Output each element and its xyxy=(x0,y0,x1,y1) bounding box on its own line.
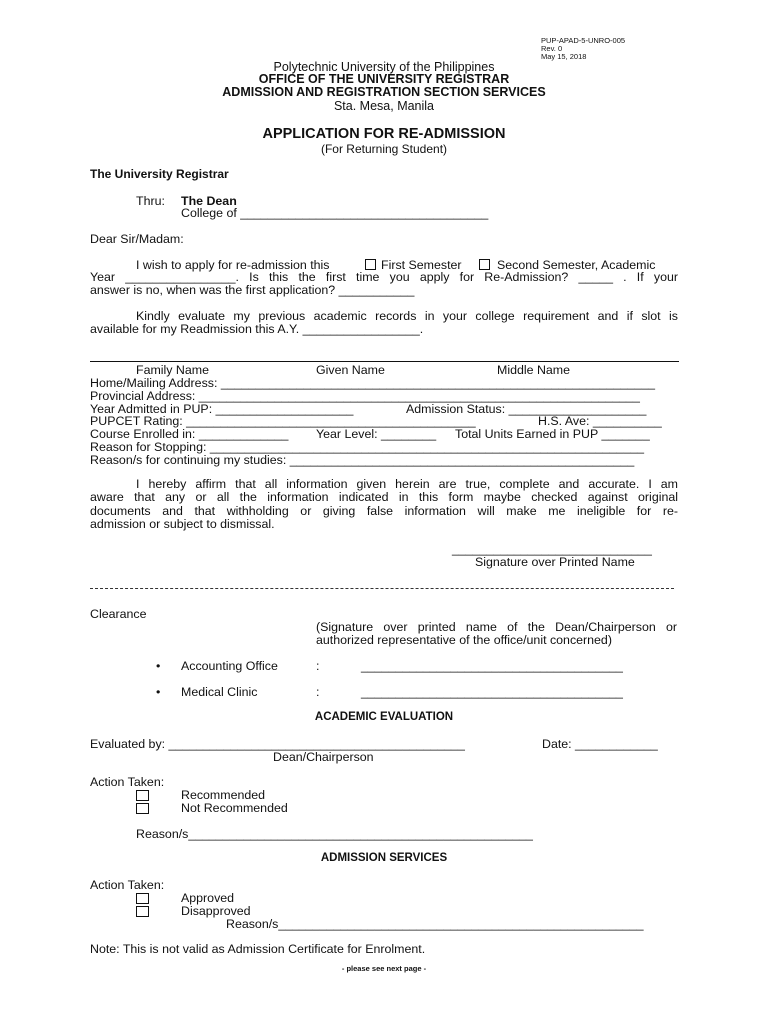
second-semester-checkbox[interactable] xyxy=(479,259,490,270)
pupcet-rating-field[interactable]: PUPCET Rating: __________________________________________ xyxy=(90,414,476,428)
signature-line[interactable]: _____________________________ xyxy=(452,542,652,556)
not-recommended-checkbox[interactable] xyxy=(136,803,149,814)
bullet-icon: • xyxy=(156,659,161,673)
recommended-label: Recommended xyxy=(181,788,266,802)
para2-line1: Kindly evaluate my previous academic records in your college requirement and if slot is xyxy=(136,309,678,323)
office-name: OFFICE OF THE UNIVERSITY REGISTRAR xyxy=(258,72,510,86)
home-address-field[interactable]: Home/Mailing Address: _______________________________________________________________ xyxy=(90,376,655,390)
clearance-label: Clearance xyxy=(90,607,147,621)
medical-colon: : xyxy=(316,685,320,699)
course-enrolled-field[interactable]: Course Enrolled in: _____________ xyxy=(90,427,289,441)
revision-date: May 15, 2018 xyxy=(541,52,587,61)
approved-checkbox[interactable] xyxy=(136,893,149,904)
second-semester-label: Second Semester, Academic xyxy=(497,258,656,272)
page-subtitle: (For Returning Student) xyxy=(320,142,448,156)
accounting-colon: : xyxy=(316,659,320,673)
dean-chairperson-label: Dean/Chairperson xyxy=(273,750,374,764)
affirmation-line2: aware that any or all the information indicated in this form maybe checked against original xyxy=(90,490,678,504)
recommended-checkbox[interactable] xyxy=(136,790,149,801)
year-level-field[interactable]: Year Level: ________ xyxy=(316,427,437,441)
medical-signature-line[interactable]: ______________________________________ xyxy=(361,685,623,699)
thru-name: The Dean xyxy=(181,194,237,208)
total-units-field[interactable]: Total Units Earned in PUP _______ xyxy=(455,427,650,441)
evaluation-action-taken-label: Action Taken: xyxy=(90,775,165,789)
next-page-notice: - please see next page - xyxy=(341,964,427,973)
para1-intro: I wish to apply for re-admission this xyxy=(136,258,330,272)
location: Sta. Mesa, Manila xyxy=(333,99,435,113)
disapproved-label: Disapproved xyxy=(181,904,251,918)
admission-reasons-field[interactable]: Reason/s_____________________________________________________ xyxy=(226,917,644,931)
academic-evaluation-heading: ACADEMIC EVALUATION xyxy=(314,711,454,723)
affirmation-line1: I hereby affirm that all information given herein are true, complete and accurate. I am xyxy=(136,477,678,491)
bullet-icon: • xyxy=(156,685,161,699)
affirmation-line4: admission or subject to dismissal. xyxy=(90,517,275,531)
section-cut-line xyxy=(90,588,674,589)
not-recommended-label: Not Recommended xyxy=(181,801,288,815)
year-admitted-field[interactable]: Year Admitted in PUP: ____________________ xyxy=(90,402,354,416)
reason-stopping-field[interactable]: Reason for Stopping: _______________________________________________________________ xyxy=(90,440,644,454)
revision-number: Rev. 0 xyxy=(541,44,563,53)
given-name-label: Given Name xyxy=(316,363,385,377)
page-title: APPLICATION FOR RE-ADMISSION xyxy=(262,126,506,142)
accounting-signature-line[interactable]: ______________________________________ xyxy=(361,659,623,673)
provincial-address-field[interactable]: Provincial Address: ________________________________________________________________ xyxy=(90,389,640,403)
middle-name-label: Middle Name xyxy=(497,363,570,377)
clearance-note-line2: authorized representative of the office/unit concerned) xyxy=(316,633,612,647)
hs-average-field[interactable]: H.S. Ave: __________ xyxy=(538,414,662,428)
family-name-label: Family Name xyxy=(136,363,209,377)
document-code: PUP-APAD-5-UNRO-005 xyxy=(541,36,626,45)
enrolment-note: Note: This is not valid as Admission Certificate for Enrolment. xyxy=(90,942,426,956)
evaluation-reasons-field[interactable]: Reason/s__________________________________________________ xyxy=(136,827,533,841)
signature-label: Signature over Printed Name xyxy=(475,555,635,569)
section-name: ADMISSION AND REGISTRATION SECTION SERVICES xyxy=(222,85,546,99)
thru-label: Thru: xyxy=(136,194,165,208)
academic-year-line[interactable]: Year ________________. Is this the first time you apply for Re-Admission? _____ . If your xyxy=(90,270,678,284)
first-application-line[interactable]: answer is no, when was the first application? ___________ xyxy=(90,283,415,297)
university-name: Polytechnic University of the Philippines xyxy=(273,60,495,74)
evaluated-by-field[interactable]: Evaluated by: ___________________________________________ xyxy=(90,737,465,751)
readmission-ay-line[interactable]: available for my Readmission this A.Y. _________________. xyxy=(90,322,424,336)
clearance-note-line1: (Signature over printed name of the Dean/Chairperson or xyxy=(316,620,677,634)
name-divider xyxy=(90,361,679,362)
college-field[interactable]: College of ____________________________________ xyxy=(181,206,489,220)
admission-services-heading: ADMISSION SERVICES xyxy=(320,852,448,864)
first-semester-checkbox[interactable] xyxy=(365,259,376,270)
addressee: The University Registrar xyxy=(90,167,229,181)
disapproved-checkbox[interactable] xyxy=(136,906,149,917)
approved-label: Approved xyxy=(181,891,235,905)
reason-continuing-field[interactable]: Reason/s for continuing my studies: __________________________________________________ xyxy=(90,453,635,467)
salutation: Dear Sir/Madam: xyxy=(90,232,184,246)
medical-clinic-label: Medical Clinic xyxy=(181,685,258,699)
admission-status-field[interactable]: Admission Status: ____________________ xyxy=(406,402,647,416)
first-semester-label: First Semester xyxy=(381,258,462,272)
accounting-office-label: Accounting Office xyxy=(181,659,278,673)
affirmation-line3: documents and that withholding or giving false information will make me ineligible for re- xyxy=(90,504,678,518)
evaluation-date-field[interactable]: Date: ____________ xyxy=(542,737,658,751)
admission-action-taken-label: Action Taken: xyxy=(90,878,165,892)
